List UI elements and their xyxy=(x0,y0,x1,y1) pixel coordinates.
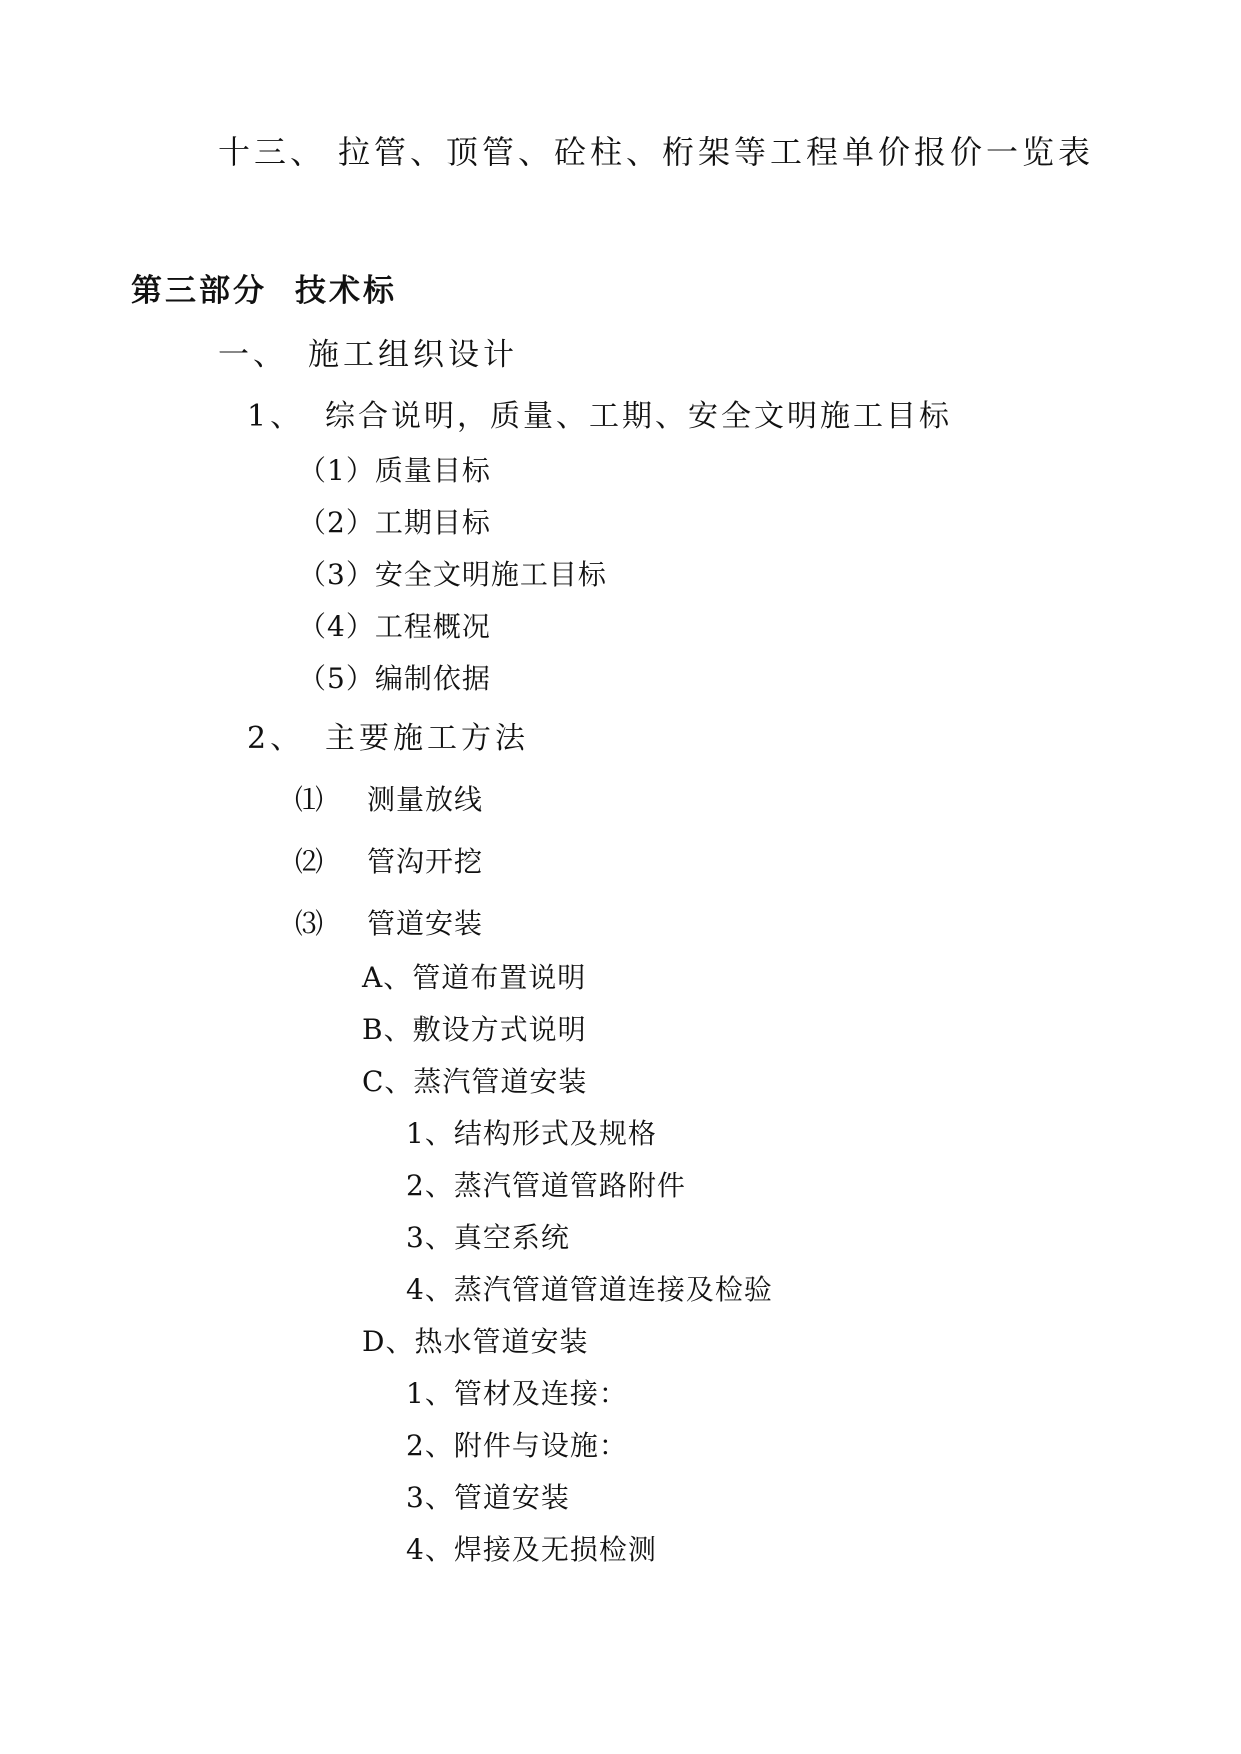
toc-subitem: A、管道布置说明 xyxy=(362,961,587,994)
toc-subsubitem: 4、焊接及无损检测 xyxy=(406,1533,657,1566)
toc-item-text: 管沟开挖 xyxy=(367,845,484,878)
toc-item xyxy=(295,845,484,878)
chapter-1-number: 一、 xyxy=(218,337,288,373)
toc-item-text: 管道安装 xyxy=(367,907,484,940)
toc-subsubitem: 1、结构形式及规格 xyxy=(406,1117,657,1150)
toc-subsubitem: 2、蒸汽管道管路附件 xyxy=(406,1169,686,1202)
toc-item: （5）编制依据 xyxy=(298,662,491,695)
section-2-heading xyxy=(247,721,529,756)
toc-item-number: ⑴ xyxy=(295,783,325,816)
toc-subitem: D、热水管道安装 xyxy=(362,1325,589,1358)
toc-item-number: ⑵ xyxy=(295,845,325,878)
section-13-title: 拉管、顶管、砼柱、桁架等工程单价报价一览表 xyxy=(338,133,1095,171)
section-2-number: 2、 xyxy=(247,721,305,756)
section-2-title: 主要施工方法 xyxy=(325,721,529,756)
toc-item: （3）安全文明施工目标 xyxy=(298,558,607,591)
toc-item: （1）质量目标 xyxy=(298,454,491,487)
toc-subsubitem: 2、附件与设施： xyxy=(406,1429,628,1462)
toc-subsubitem: 4、蒸汽管道管道连接及检验 xyxy=(406,1273,773,1306)
toc-item xyxy=(295,783,484,816)
toc-subitem: B、敷设方式说明 xyxy=(362,1013,587,1046)
toc-item-number: ⑶ xyxy=(295,907,325,940)
part-3-title: 技术标 xyxy=(295,273,397,309)
toc-item: （4）工程概况 xyxy=(298,610,491,643)
toc-subsubitem: 3、真空系统 xyxy=(406,1221,570,1254)
section-1-heading xyxy=(247,399,952,434)
chapter-1-title: 施工组织设计 xyxy=(308,337,518,373)
toc-subsubitem: 3、管道安装 xyxy=(406,1481,570,1514)
section-1-title: 综合说明，质量、工期、安全文明施工目标 xyxy=(325,399,952,434)
part-3-number: 第三部分 xyxy=(131,273,267,309)
toc-item: （2）工期目标 xyxy=(298,506,491,539)
section-1-number: 1、 xyxy=(247,399,305,434)
toc-item-text: 测量放线 xyxy=(367,783,484,816)
section-13-heading xyxy=(218,133,1095,171)
section-13-number: 十三、 xyxy=(218,133,327,171)
toc-subitem: C、蒸汽管道安装 xyxy=(362,1065,588,1098)
toc-item xyxy=(295,907,484,940)
toc-subsubitem: 1、管材及连接： xyxy=(406,1377,628,1410)
part-3-heading xyxy=(131,273,397,309)
chapter-1-heading xyxy=(218,337,518,373)
